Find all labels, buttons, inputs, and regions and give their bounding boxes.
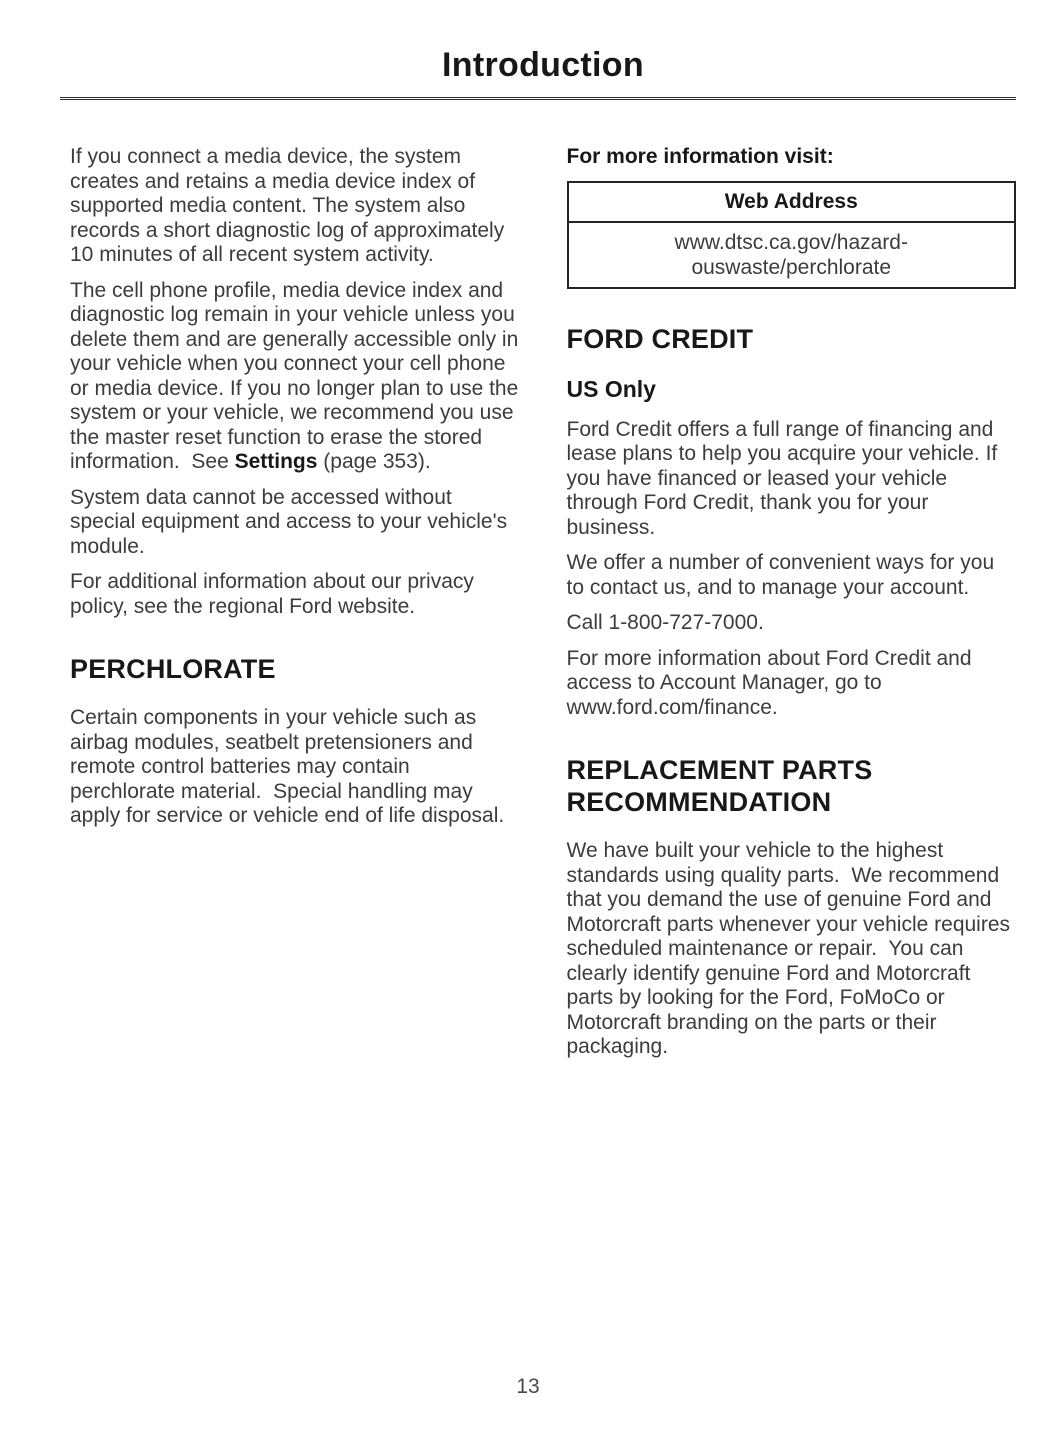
settings-reference: Settings — [234, 450, 318, 473]
section-heading-replacement-parts: REPLACEMENT PARTS RECOMMENDATION — [566, 755, 873, 817]
web-address-line1: www.dtsc.ca.gov/hazard- — [674, 230, 908, 254]
paragraph-ford-credit-intro: Ford Credit offers a full range of financing and lease plans to help you acquire your vehicle. If you have financed or leased your vehicle through Ford Credit, thank you for your business. — [566, 417, 1004, 539]
header-divider — [60, 97, 1016, 100]
paragraph-perchlorate: Certain components in your vehicle such as airbag modules, seatbelt pretensioners and remote control batteries may contain perchlorate material. Special handling may apply for service or vehicle end of life disposal. — [70, 706, 505, 827]
paragraph-contact-ways: We offer a number of convenient ways for you to contact us, and to manage your account. — [566, 551, 1000, 599]
paragraph-text: The cell phone profile, media device index and diagnostic log remain in your vehicle unless you delete them and are generally accessible only in your vehicle when you connect your cell phone or media device. If you no longer plan to use the system or your vehicle, we recommend you use the master reset function to erase the stored information. See — [70, 278, 525, 473]
paragraph-text: (page 353). — [317, 450, 431, 473]
paragraph-cell-phone-profile — [70, 278, 525, 475]
left-column — [70, 145, 525, 1071]
paragraph-media-index: If you connect a media device, the system creates and retains a media device index of supported media content. The system also records a short diagnostic log of approximately 10 minutes of all recent system activity. — [70, 145, 511, 266]
right-column — [567, 145, 1017, 1071]
paragraph-system-data: System data cannot be accessed without special equipment and access to your vehicle's module. — [70, 485, 513, 558]
paragraph-privacy-policy: For additional information about our privacy policy, see the regional Ford website. — [70, 570, 480, 618]
section-heading-ford-credit: FORD CREDIT — [566, 323, 754, 354]
web-address-header: Web Address — [568, 182, 1016, 222]
web-address-table — [567, 181, 1017, 289]
web-address-cell — [568, 222, 1016, 288]
paragraph-account-manager: For more information about Ford Credit and access to Account Manager, go to www.ford.com/finance. — [566, 646, 978, 719]
web-address-line2: ouswaste/perchlorate — [691, 255, 892, 279]
table-header-row — [568, 182, 1016, 222]
paragraph-replacement-parts: We have built your vehicle to the highest standards using quality parts. We recommend that you demand the use of genuine Ford and Motorcraft parts whenever your vehicle requires scheduled maintenance or repair. You can clearly identify genuine Ford and Motorcraft parts by looking for the Ford, FoMoCo or Motorcraft branding on the parts or their packaging. — [566, 839, 1016, 1058]
subheading-us-only: US Only — [566, 375, 656, 402]
paragraph-call-number: Call 1-800-727-7000. — [566, 611, 764, 634]
table-row — [568, 222, 1016, 288]
page-title: Introduction — [442, 46, 644, 84]
two-column-layout — [70, 145, 1016, 1071]
section-heading-perchlorate: PERCHLORATE — [70, 654, 276, 684]
page-number: 13 — [516, 1375, 540, 1398]
info-label: For more information visit: — [566, 145, 834, 168]
